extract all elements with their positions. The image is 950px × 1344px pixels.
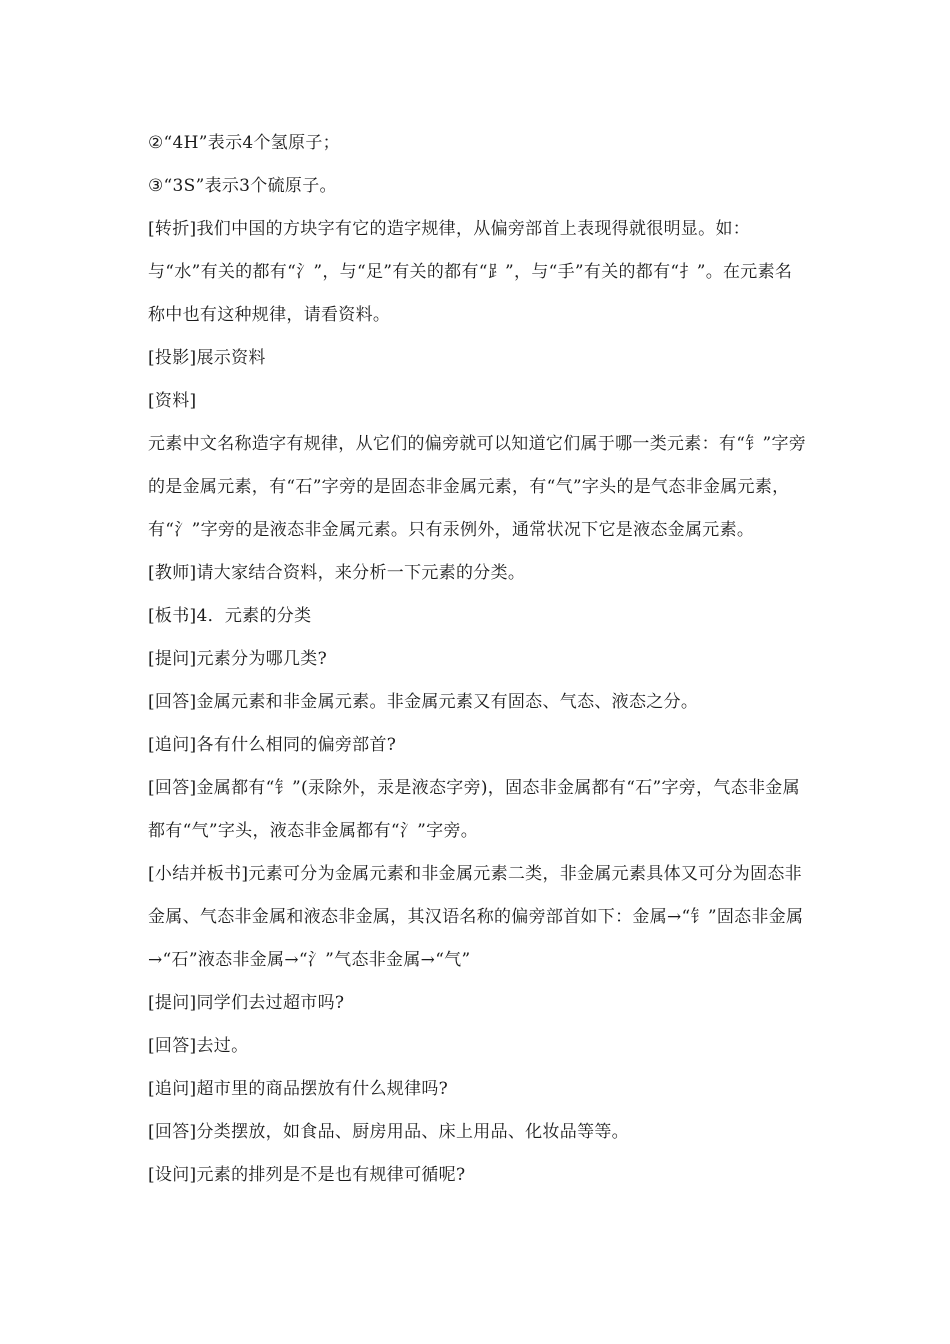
paragraph-followup-radicals: [追问]各有什么相同的偏旁部首? — [148, 735, 397, 755]
paragraph-answer-goods: [回答]分类摆放，如食品、厨房用品、床上用品、化妆品等等。 — [148, 1122, 629, 1142]
paragraph-answer-visited: [回答]去过。 — [148, 1036, 249, 1056]
paragraph-rhetorical-question: [设问]元素的排列是不是也有规律可循呢? — [148, 1165, 466, 1185]
paragraph-material-heading: [资料] — [148, 391, 197, 411]
paragraph-projection: [投影]展示资料 — [148, 348, 266, 368]
paragraph-answer-categories: [回答]金属元素和非金属元素。非金属元素又有固态、气态、液态之分。 — [148, 692, 699, 712]
paragraph-followup-goods: [追问]超市里的商品摆放有什么规律吗? — [148, 1079, 449, 1099]
paragraph-hydrogen-atoms: ②“4H”表示4个氢原子； — [148, 133, 340, 153]
paragraph-transition-radicals: [转折]我们中国的方块字有它的造字规律，从偏旁部首上表现得就很明显。如：与“水”有关的都有“氵”，与“足”有关的都有“⻊”，与“手”有关的都有“扌”。在元素名称中也有这种规律，请看资料。 — [148, 219, 793, 325]
paragraph-sulfur-atoms: ③“3S”表示3个硫原子。 — [148, 176, 337, 196]
paragraph-question-supermarket: [提问]同学们去过超市吗? — [148, 993, 345, 1013]
paragraph-teacher: [教师]请大家结合资料，来分析一下元素的分类。 — [148, 563, 526, 583]
paragraph-summary: [小结并板书]元素可分为金属元素和非金属元素二类，非金属元素具体又可分为固态非金属、气态非金属和液态非金属，其汉语名称的偏旁部首如下：金属→“钅”固态非金属→“石”液态非金属→“氵”气态非金属→“气” — [148, 864, 804, 970]
paragraph-question-categories: [提问]元素分为哪几类? — [148, 649, 327, 669]
paragraph-board-heading: [板书]4．元素的分类 — [148, 606, 312, 626]
paragraph-material-body: 元素中文名称造字有规律，从它们的偏旁就可以知道它们属于哪一类元素：有“钅”字旁的是金属元素，有“石”字旁的是固态非金属元素，有“气”字头的是气态非金属元素，有“氵”字旁的是液态非金属元素。只有汞例外，通常状况下它是液态金属元素。 — [148, 434, 807, 540]
paragraph-answer-radicals: [回答]金属都有“钅”(汞除外，汞是液态字旁)，固态非金属都有“石”字旁，气态非金属都有“气”字头，液态非金属都有“氵”字旁。 — [148, 778, 800, 841]
document-body — [148, 122, 808, 1197]
